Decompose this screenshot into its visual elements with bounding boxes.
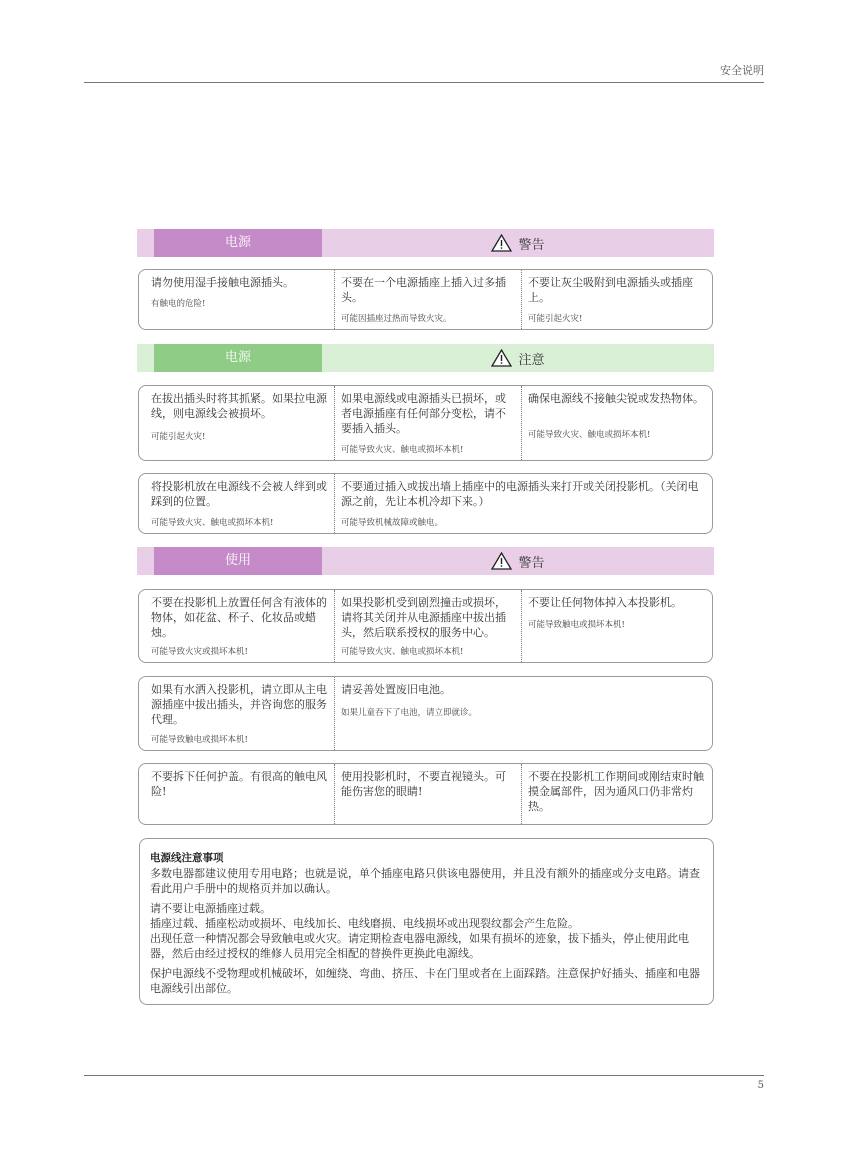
- page-header-title: 安全说明: [720, 64, 764, 77]
- warning-triangle-icon: [491, 552, 512, 570]
- instruction-cell: [139, 677, 334, 750]
- consequence-note: 可能因插座过热而导致火灾。: [341, 314, 452, 324]
- instruction-cell: [521, 270, 712, 329]
- instruction-box-6: [138, 763, 713, 825]
- instruction-cell: [334, 590, 521, 662]
- instruction-cell: [334, 386, 521, 460]
- instruction-text: 如果投影机受到剧烈撞击或损坏，请将其关闭并从电源插座中拔出插头，然后联系授权的服务中心。: [341, 596, 506, 639]
- footer-rule: [84, 1075, 764, 1076]
- consequence-note: 可能导致触电或损坏本机!: [528, 620, 625, 630]
- consequence-note: 可能导致触电或损坏本机!: [151, 735, 248, 745]
- consequence-note: 如果儿童吞下了电池，请立即就诊。: [341, 708, 478, 718]
- instruction-text: 不要通过插入或拔出墙上插座中的电源插头来打开或关闭投影机。（关闭电源之前，先让本机冷却下来。）: [341, 480, 699, 508]
- instruction-box-4: [138, 589, 713, 663]
- instruction-text: 请妥善处置废旧电池。: [341, 683, 451, 696]
- signal-word-text: 警告: [518, 555, 545, 571]
- section-label: 电源: [154, 229, 322, 257]
- instruction-cell: [139, 764, 334, 824]
- consequence-note: 可能导致火灾、触电或损坏本机!: [341, 647, 464, 657]
- consequence-note: 可能引起火灾!: [528, 314, 583, 324]
- signal-word-text: 注意: [518, 352, 545, 368]
- instruction-text: 不要拆下任何护盖。有很高的触电风险!: [151, 770, 327, 798]
- signal-word: [322, 229, 714, 257]
- power-cord-notes-box: [139, 838, 714, 1005]
- instruction-text: 将投影机放在电源线不会被人绊到或踩到的位置。: [151, 480, 327, 508]
- instruction-text: 不要在一个电源插座上插入过多插头。: [341, 276, 506, 304]
- consequence-note: 有触电的危险!: [151, 299, 206, 309]
- consequence-note: 可能导致火灾、触电或损坏本机!: [341, 445, 464, 455]
- section-bar-usage-warning: [137, 547, 714, 575]
- power-cord-notes-title: 电源线注意事项: [150, 852, 224, 864]
- power-cord-paragraph: 多数电器都建议使用专用电路；也就是说，单个插座电路只供该电器使用，并且没有额外的插座或分支电路。请查看此用户手册中的规格页并加以确认。: [150, 867, 700, 895]
- power-cord-paragraph: 出现任意一种情况都会导致触电或火灾。请定期检查电器电源线，如果有损坏的迹象，拔下插头，停止使用此电器，然后由经过授权的维修人员用完全相配的替换件更换此电源线。: [150, 932, 689, 960]
- instruction-cell: [521, 386, 712, 460]
- consequence-note: 可能导致火灾、触电或损坏本机!: [528, 430, 651, 440]
- power-cord-paragraph: 请不要让电源插座过载。: [150, 902, 271, 915]
- consequence-note: 可能导致火灾、触电或损坏本机!: [151, 518, 274, 528]
- section-label: 电源: [154, 344, 322, 372]
- consequence-note: 可能引起火灾!: [151, 432, 206, 442]
- consequence-note: 可能导致火灾或损坏本机!: [151, 647, 248, 657]
- section-bar-power-warning: [137, 229, 714, 257]
- instruction-text: 不要在投影机工作期间或刚结束时触摸金属部件，因为通风口仍非常灼热。: [528, 770, 704, 813]
- instruction-cell: [334, 270, 521, 329]
- instruction-cell: [139, 386, 334, 460]
- signal-word: [322, 344, 714, 372]
- instruction-cell: [521, 590, 712, 662]
- instruction-cell: [139, 474, 334, 533]
- instruction-cell: [334, 677, 712, 750]
- power-cord-paragraph: 插座过载、插座松动或损坏、电线加长、电线磨损、电线损坏或出现裂纹都会产生危险。: [150, 917, 579, 930]
- instruction-box-5: [138, 676, 713, 751]
- instruction-text: 如果电源线或电源插头已损坏，或者电源插座有任何部分变松，请不要插入插头。: [341, 392, 506, 435]
- signal-word-text: 警告: [518, 237, 545, 253]
- instruction-cell: [334, 764, 521, 824]
- instruction-box-1: [138, 269, 713, 330]
- section-bar-power-caution: [137, 344, 714, 372]
- section-label: 使用: [154, 547, 322, 575]
- caution-triangle-icon: [491, 349, 512, 367]
- instruction-text: 如果有水洒入投影机，请立即从主电源插座中拔出插头，并咨询您的服务代理。: [151, 683, 327, 726]
- instruction-text: 在拔出插头时将其抓紧。如果拉电源线，则电源线会被损坏。: [151, 392, 327, 420]
- instruction-text: 不要让灰尘吸附到电源插头或插座上。: [528, 276, 693, 304]
- instruction-text: 不要让任何物体掉入本投影机。: [528, 596, 682, 609]
- instruction-box-2: [138, 385, 713, 461]
- signal-word: [322, 547, 714, 575]
- consequence-note: 可能导致机械故障或触电。: [341, 518, 444, 528]
- power-cord-paragraph: 保护电源线不受物理或机械破坏，如缠绕、弯曲、挤压、卡在门里或者在上面踩踏。注意保护好插头、插座和电器电源线引出部位。: [150, 967, 700, 995]
- instruction-text: 使用投影机时，不要直视镜头。可能伤害您的眼睛!: [341, 770, 506, 798]
- instruction-cell: [139, 590, 334, 662]
- instruction-text: 确保电源线不接触尖锐或发热物体。: [528, 392, 704, 405]
- header-rule: [84, 82, 764, 83]
- page-number: 5: [757, 1080, 764, 1091]
- instruction-cell: [521, 764, 712, 824]
- warning-triangle-icon: [491, 234, 512, 252]
- instruction-text: 请勿使用湿手接触电源插头。: [151, 276, 294, 289]
- instruction-text: 不要在投影机上放置任何含有液体的物体，如花盆、杯子、化妆品或蜡烛。: [151, 596, 327, 639]
- instruction-box-3: [138, 473, 713, 534]
- instruction-cell: [139, 270, 334, 329]
- instruction-cell: [334, 474, 712, 533]
